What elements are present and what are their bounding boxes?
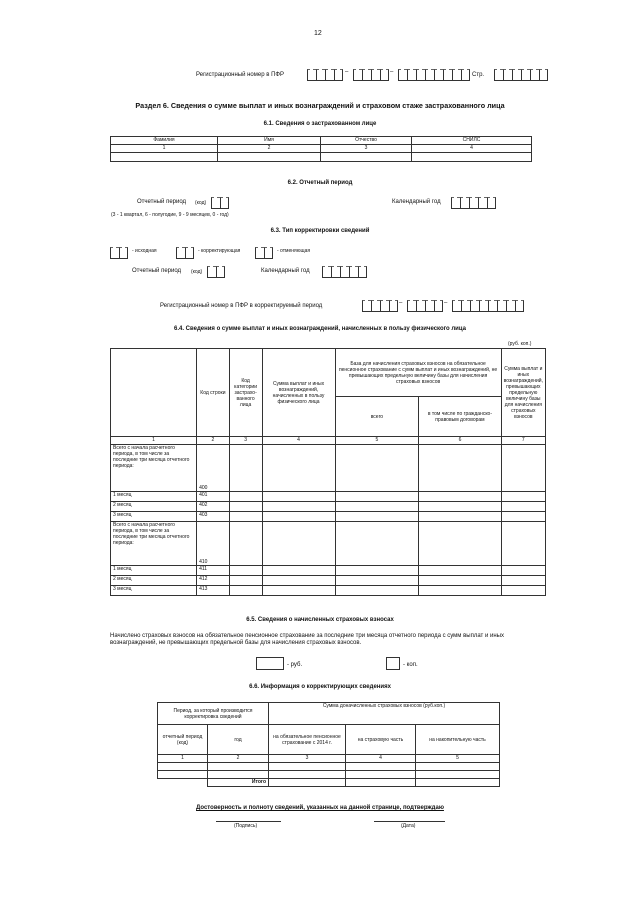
s61-table xyxy=(110,136,532,162)
reg-number-field[interactable] xyxy=(307,66,343,84)
row-label: 1 месяц xyxy=(111,492,197,502)
s65-kop-label: - коп. xyxy=(403,662,418,668)
s66-num: 2 xyxy=(208,755,269,763)
s66-h-period: Период, за который производится корректировка сведений xyxy=(158,703,269,725)
s66-h-fund: на накопительную часть xyxy=(416,725,500,755)
row-code: 400 xyxy=(197,445,230,492)
s65-rub-field[interactable] xyxy=(256,657,284,670)
s64-h-sum: Сумма выплат и иных вознаграждений, начисленных в пользу физического лица xyxy=(262,349,335,437)
s63-code-label: (код) xyxy=(191,269,203,275)
row-label: 2 месяц xyxy=(111,502,197,512)
s64-num: 6 xyxy=(419,437,501,445)
s64-h-civil: в том числе по гражданско-правовым договорам xyxy=(419,397,501,437)
s63-reg-field-1[interactable] xyxy=(362,297,398,315)
cell-input[interactable] xyxy=(229,576,262,586)
table-row xyxy=(111,492,546,502)
s63-opt3-field[interactable] xyxy=(255,244,273,262)
s63-opt3-label: - отменяющая xyxy=(277,248,311,254)
date-line[interactable] xyxy=(374,821,445,822)
cell-input[interactable] xyxy=(229,566,262,576)
cell-input[interactable] xyxy=(262,522,335,566)
s63-year-field[interactable] xyxy=(322,263,367,281)
date-caption: (Дата) xyxy=(401,823,416,829)
reg-number-field-2[interactable] xyxy=(353,66,389,84)
s61-num: 2 xyxy=(218,145,321,153)
cell-input[interactable] xyxy=(419,566,501,576)
surname-input[interactable] xyxy=(111,153,218,162)
row-code: 413 xyxy=(197,586,230,596)
dash-1: – xyxy=(345,69,349,75)
s62-title: 6.2. Отчетный период xyxy=(287,180,353,186)
s63-period-field[interactable] xyxy=(207,263,225,281)
s63-opt2-field[interactable] xyxy=(176,244,194,262)
cell-input[interactable] xyxy=(158,763,208,771)
cell-input[interactable] xyxy=(229,492,262,502)
row-label: Всего с начала расчетного периода, в том числе за последние три месяца отчетного периода: xyxy=(111,522,197,566)
s66-total-label: Итого xyxy=(208,779,269,787)
s66-title: 6.6. Информация о корректирующих сведениях xyxy=(249,684,391,690)
table-row xyxy=(111,586,546,596)
cell-input[interactable] xyxy=(416,763,500,771)
cell-input[interactable] xyxy=(208,771,269,779)
signature-caption: (Подпись) xyxy=(234,823,258,829)
s63-opt1-label: - исходная xyxy=(132,248,157,254)
page-number: 12 xyxy=(314,30,322,37)
s66-num: 5 xyxy=(416,755,500,763)
row-label: 3 месяц xyxy=(111,512,197,522)
cell-input[interactable] xyxy=(501,566,545,576)
s64-num: 7 xyxy=(501,437,545,445)
table-row xyxy=(111,502,546,512)
s61-title: 6.1. Сведения о застрахованном лице xyxy=(263,121,377,127)
row-label: 3 месяц xyxy=(111,586,197,596)
cell-input[interactable] xyxy=(335,576,419,586)
footer-statement: Достоверность и полноту сведений, указанных на данной странице, подтверждаю xyxy=(196,805,444,811)
s64-unit: (руб. коп.) xyxy=(508,341,532,347)
name-input[interactable] xyxy=(218,153,321,162)
cell-input[interactable] xyxy=(346,763,416,771)
table-row xyxy=(111,566,546,576)
cell-input[interactable] xyxy=(335,445,419,492)
s66-h-code: отчетный период (код) xyxy=(158,725,208,755)
s65-rub-label: - руб. xyxy=(287,662,303,668)
row-code: 410 xyxy=(197,522,230,566)
cell-input[interactable] xyxy=(346,779,416,787)
cell-input[interactable] xyxy=(229,445,262,492)
row-code: 411 xyxy=(197,566,230,576)
row-code: 402 xyxy=(197,502,230,512)
patronymic-input[interactable] xyxy=(321,153,412,162)
cell-input[interactable] xyxy=(208,763,269,771)
cell-input[interactable] xyxy=(416,779,500,787)
s62-note: (3 - 1 квартал, 6 - полугодие, 9 - 9 месяцев, 0 - год) xyxy=(111,212,229,218)
cell-input[interactable] xyxy=(335,502,419,512)
s66-num: 1 xyxy=(158,755,208,763)
reg-number-field-3[interactable] xyxy=(398,66,470,84)
cell-input[interactable] xyxy=(158,771,208,779)
s63-opt1-field[interactable] xyxy=(110,244,128,262)
cell-input[interactable] xyxy=(262,502,335,512)
s61-header-snils: СНИЛС xyxy=(412,137,532,145)
s65-kop-field[interactable] xyxy=(386,657,400,670)
s64-num: 1 xyxy=(111,437,197,445)
cell-input[interactable] xyxy=(501,512,545,522)
cell-input[interactable] xyxy=(416,771,500,779)
s63-period-label: Отчетный период xyxy=(132,268,182,274)
table-row xyxy=(158,771,500,779)
dash-3: – xyxy=(399,300,403,306)
cell-input[interactable] xyxy=(419,492,501,502)
s63-opt2-label: - корректирующая xyxy=(198,248,241,254)
row-label: Всего с начала расчетного периода, в том числе за последние три месяца отчетного периода: xyxy=(111,445,197,492)
row-code: 401 xyxy=(197,492,230,502)
s63-reg-label: Регистрационный номер в ПФР в корректируемый период xyxy=(160,303,323,309)
s64-num: 4 xyxy=(262,437,335,445)
s64-num: 2 xyxy=(197,437,230,445)
row-code: 412 xyxy=(197,576,230,586)
s63-reg-field-2[interactable] xyxy=(407,297,443,315)
cell-input[interactable] xyxy=(335,492,419,502)
s64-h-base: База для начисления страховых взносов на обязательное пенсионное страхование с сумм выплат и иных вознаграждений, не превышающих предельную величину базы для начисления страховых взносов xyxy=(335,349,501,397)
s66-num: 4 xyxy=(346,755,416,763)
cell-input[interactable] xyxy=(419,586,501,596)
table-row xyxy=(111,576,546,586)
s62-period-field[interactable] xyxy=(211,194,229,212)
s64-num: 3 xyxy=(229,437,262,445)
cell-input[interactable] xyxy=(269,779,346,787)
row-label: 2 месяц xyxy=(111,576,197,586)
row-label: 1 месяц xyxy=(111,566,197,576)
cell-input[interactable] xyxy=(419,512,501,522)
cell-input[interactable] xyxy=(229,502,262,512)
s61-header-patronymic: Отчество xyxy=(321,137,412,145)
cell-input[interactable] xyxy=(335,566,419,576)
signature-line[interactable] xyxy=(216,821,281,822)
table-row xyxy=(111,445,546,492)
s65-title: 6.5. Сведения о начисленных страховых взносах xyxy=(246,617,394,623)
s66-h-ops: на обязательное пенсионное страхование с 2014 г. xyxy=(269,725,346,755)
s64-h-total: всего xyxy=(335,397,419,437)
blank xyxy=(158,779,208,787)
s62-period-label: Отчетный период xyxy=(137,199,187,205)
s61-num: 4 xyxy=(412,145,532,153)
s64-h-blank xyxy=(111,349,197,437)
s66-num: 3 xyxy=(269,755,346,763)
cell-input[interactable] xyxy=(419,445,501,492)
cell-input[interactable] xyxy=(262,586,335,596)
cell-input[interactable] xyxy=(501,445,545,492)
s66-h-ins: на страховую часть xyxy=(346,725,416,755)
s62-year-field[interactable] xyxy=(451,194,496,212)
cell-input[interactable] xyxy=(262,576,335,586)
s63-year-label: Календарный год xyxy=(261,268,310,274)
cell-input[interactable] xyxy=(335,512,419,522)
s65-text: Начислено страховых взносов на обязательное пенсионное страхование за последние три месяца отчетного периода с сумм выплат и иных вознаграждений, не превышающих предельной базы для начисления страховых взносов. xyxy=(110,633,504,646)
cell-input[interactable] xyxy=(229,522,262,566)
s64-h-over: Сумма выплат и иных вознаграждений, превышающих предельную величину базы для начисления страховых взносов xyxy=(501,349,545,437)
cell-input[interactable] xyxy=(419,502,501,512)
s62-year-label: Календарный год xyxy=(392,199,441,205)
cell-input[interactable] xyxy=(262,566,335,576)
s66-table xyxy=(157,702,500,787)
s61-num: 3 xyxy=(321,145,412,153)
cell-input[interactable] xyxy=(346,771,416,779)
cell-input[interactable] xyxy=(262,512,335,522)
cell-input[interactable] xyxy=(229,586,262,596)
table-row xyxy=(111,512,546,522)
table-row xyxy=(158,763,500,771)
cell-input[interactable] xyxy=(262,492,335,502)
cell-input[interactable] xyxy=(501,576,545,586)
page-field[interactable] xyxy=(494,66,548,84)
cell-input[interactable] xyxy=(419,522,501,566)
reg-number-label: Регистрационный номер в ПФР xyxy=(196,72,284,78)
cell-input[interactable] xyxy=(335,586,419,596)
s61-num: 1 xyxy=(111,145,218,153)
cell-input[interactable] xyxy=(501,492,545,502)
cell-input[interactable] xyxy=(269,771,346,779)
cell-input[interactable] xyxy=(501,522,545,566)
cell-input[interactable] xyxy=(419,576,501,586)
table-row xyxy=(111,522,546,566)
s66-h-year: год xyxy=(208,725,269,755)
cell-input[interactable] xyxy=(501,586,545,596)
row-code: 403 xyxy=(197,512,230,522)
cell-input[interactable] xyxy=(229,512,262,522)
dash-2: – xyxy=(390,69,394,75)
s64-num: 5 xyxy=(335,437,419,445)
s66-h-sum: Сумма доначисленных страховых взносов (руб.коп.) xyxy=(269,703,500,725)
snils-input[interactable] xyxy=(412,153,532,162)
s64-h-cat: Код категории застрахо-ванного лица xyxy=(229,349,262,437)
s61-header-surname: Фамилия xyxy=(111,137,218,145)
total-row xyxy=(158,779,500,787)
page-label: Стр. xyxy=(472,72,485,78)
dash-4: – xyxy=(444,300,448,306)
cell-input[interactable] xyxy=(262,445,335,492)
s61-header-name: Имя xyxy=(218,137,321,145)
s63-title: 6.3. Тип корректировки сведений xyxy=(270,228,370,234)
s64-table xyxy=(110,348,546,596)
s62-code-label: (код) xyxy=(195,200,207,206)
s64-h-code: Код строки xyxy=(197,349,230,437)
s64-title: 6.4. Сведения о сумме выплат и иных вознаграждений, начисленных в пользу физического лица xyxy=(174,326,466,332)
cell-input[interactable] xyxy=(501,502,545,512)
cell-input[interactable] xyxy=(335,522,419,566)
s63-reg-field-3[interactable] xyxy=(452,297,524,315)
cell-input[interactable] xyxy=(269,763,346,771)
section-title: Раздел 6. Сведения о сумме выплат и иных вознаграждений и страховом стаже застрахованного лица xyxy=(135,101,505,110)
